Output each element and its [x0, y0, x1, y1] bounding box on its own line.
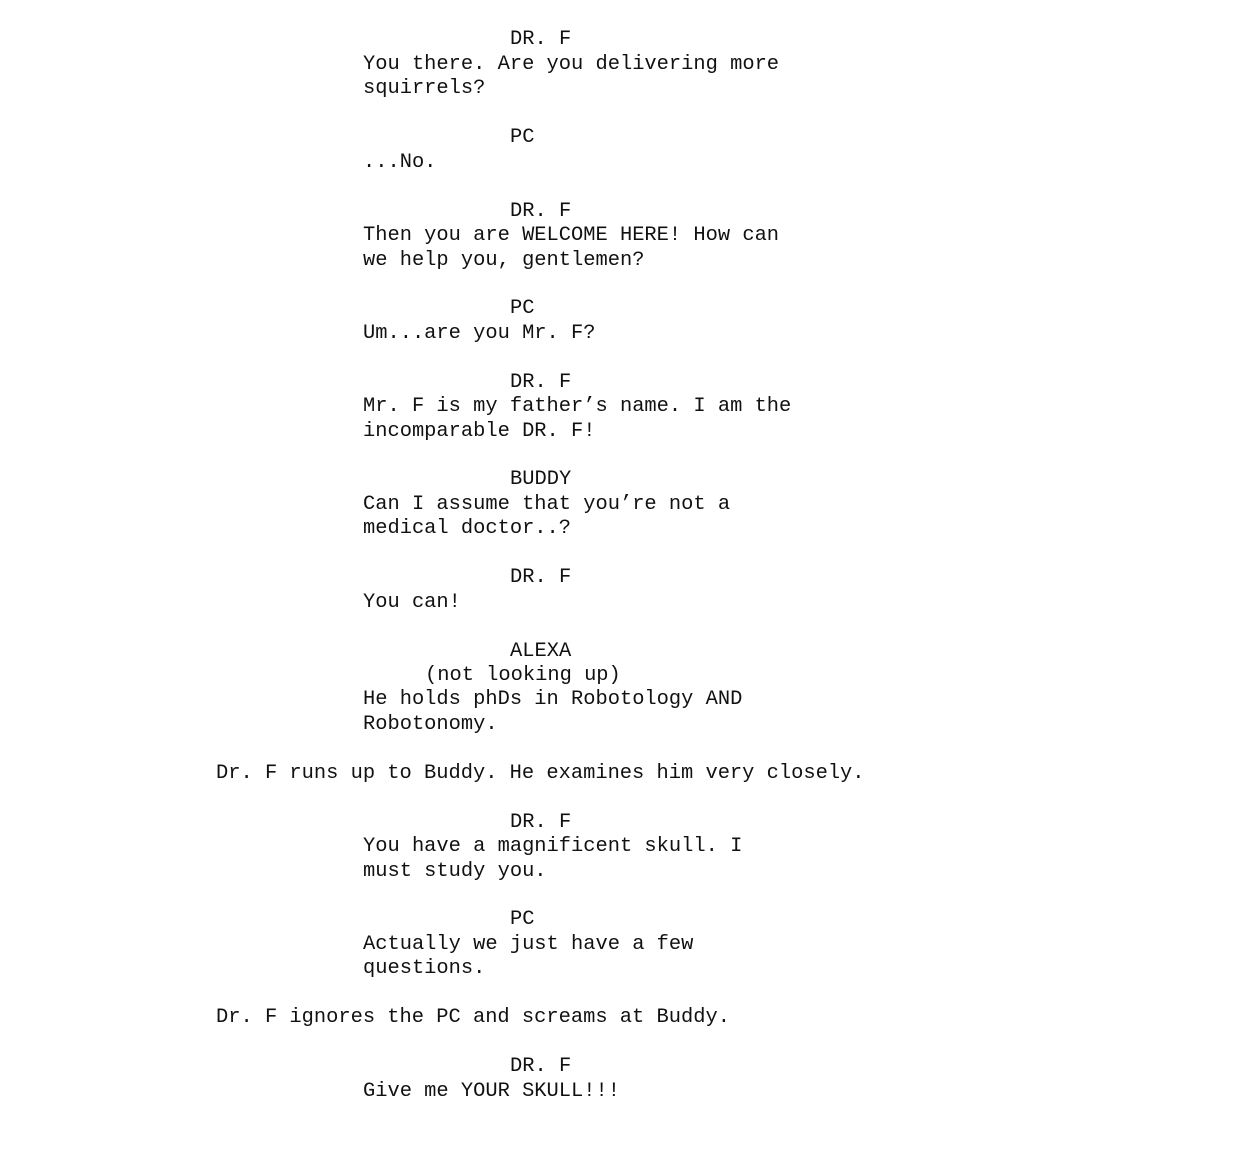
character-name: DR. F — [510, 811, 572, 834]
action-line: Dr. F ignores the PC and screams at Buddy. — [216, 1006, 730, 1029]
dialogue-line: we help you, gentlemen? — [363, 249, 645, 272]
character-name: DR. F — [510, 200, 572, 223]
character-name: DR. F — [510, 1055, 572, 1078]
dialogue-line: He holds phDs in Robotology AND — [363, 688, 743, 711]
dialogue-line: incomparable DR. F! — [363, 420, 596, 443]
character-name: BUDDY — [510, 468, 572, 491]
action-line: Dr. F runs up to Buddy. He examines him very closely. — [216, 762, 865, 785]
dialogue-line: Um...are you Mr. F? — [363, 322, 596, 345]
dialogue-line: You have a magnificent skull. I — [363, 835, 743, 858]
character-name: PC — [510, 908, 535, 931]
dialogue-line: questions. — [363, 957, 486, 980]
dialogue-line: must study you. — [363, 860, 547, 883]
character-name: PC — [510, 297, 535, 320]
dialogue-line: You can! — [363, 591, 461, 614]
character-name: DR. F — [510, 371, 572, 394]
character-name: PC — [510, 126, 535, 149]
dialogue-line: squirrels? — [363, 77, 486, 100]
parenthetical: (not looking up) — [425, 664, 621, 687]
dialogue-line: Can I assume that you’re not a — [363, 493, 731, 516]
dialogue-line: Actually we just have a few — [363, 933, 694, 956]
character-name: DR. F — [510, 566, 572, 589]
character-name: ALEXA — [510, 640, 572, 663]
dialogue-line: You there. Are you delivering more — [363, 53, 780, 76]
dialogue-line: Mr. F is my father’s name. I am the — [363, 395, 792, 418]
dialogue-line: ...No. — [363, 151, 437, 174]
dialogue-line: medical doctor..? — [363, 517, 572, 540]
character-name: DR. F — [510, 28, 572, 51]
dialogue-line: Robotonomy. — [363, 713, 498, 736]
dialogue-line: Then you are WELCOME HERE! How can — [363, 224, 780, 247]
dialogue-line: Give me YOUR SKULL!!! — [363, 1080, 620, 1103]
